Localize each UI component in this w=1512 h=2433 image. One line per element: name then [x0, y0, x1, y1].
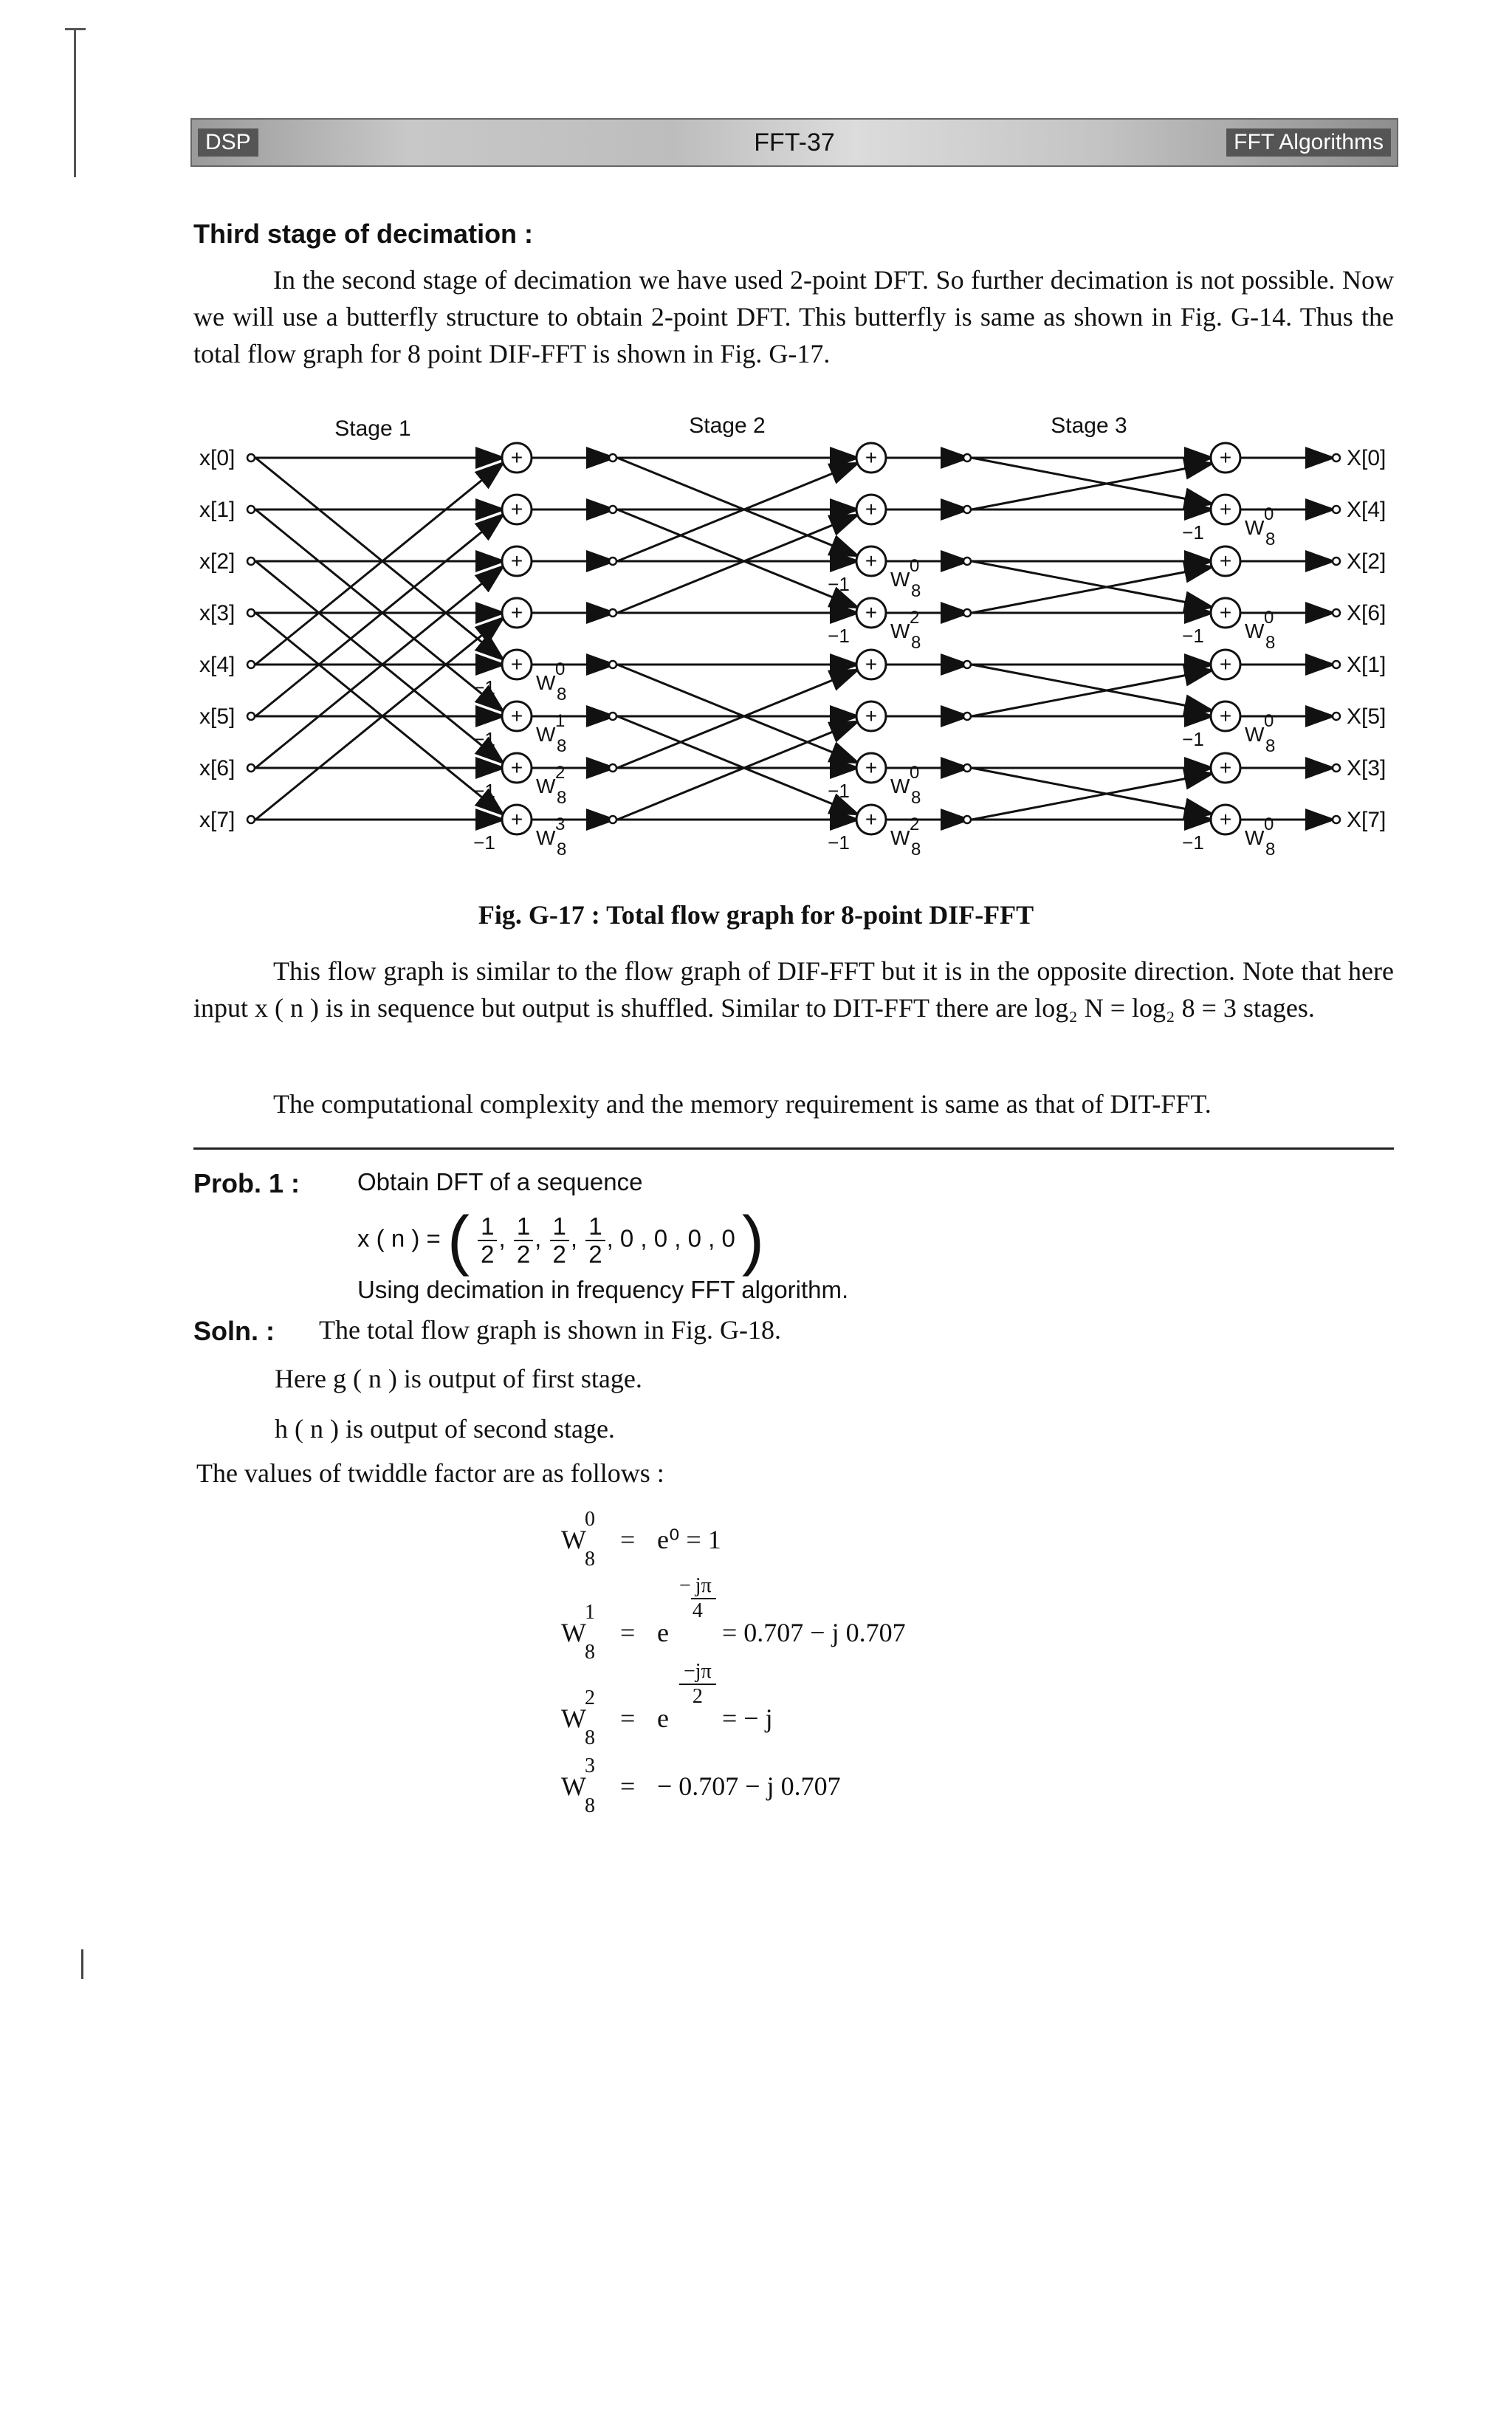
sequence-equation: x ( n ) = ( $\frac{1}{2}$ , $\frac{1}{2}$ , $\frac{1}{2}$ , $\frac{1}{2}$ , 0 , 0 , 0 , 0 )	[357, 1204, 764, 1277]
svg-text:8: 8	[557, 736, 567, 756]
twiddle-factor	[890, 608, 921, 653]
svg-text:+: +	[865, 549, 878, 572]
input-label: x[2]	[199, 549, 236, 574]
cross-branch	[617, 722, 856, 820]
input-label: x[6]	[199, 756, 236, 780]
twiddle-factor	[1245, 814, 1275, 859]
svg-text:+: +	[510, 808, 523, 831]
cross-branch	[255, 458, 502, 659]
twiddle-symbol: W 1 8	[561, 1601, 595, 1664]
input-node	[247, 609, 255, 617]
input-node	[247, 557, 255, 565]
adder-node	[1211, 650, 1240, 679]
svg-text:+: +	[510, 704, 523, 727]
mid-node	[963, 764, 971, 772]
dif-fft-flow-graph	[177, 406, 1432, 886]
svg-text:W: W	[1245, 516, 1265, 539]
svg-text:+: +	[865, 808, 878, 831]
svg-text:2: 2	[555, 763, 566, 783]
adder-node	[502, 598, 532, 628]
adder-node	[856, 443, 886, 473]
svg-text:8: 8	[557, 684, 567, 704]
cross-branch	[617, 464, 856, 561]
cross-branch	[255, 619, 502, 820]
svg-text:+: +	[1219, 549, 1232, 572]
left-paren: (	[447, 1204, 470, 1277]
svg-text:+: +	[1219, 601, 1232, 624]
svg-text:8: 8	[911, 633, 921, 653]
svg-text:+: +	[865, 756, 878, 779]
mid-node	[963, 661, 971, 668]
svg-text:W: W	[536, 723, 556, 746]
mid-node	[963, 609, 971, 617]
adder-node	[856, 701, 886, 731]
svg-text:W: W	[890, 568, 910, 591]
cross-branch	[972, 561, 1211, 607]
stage-label: Stage 1	[334, 416, 411, 441]
twiddle-factor	[536, 659, 566, 704]
header-right-label: FFT Algorithms	[1226, 128, 1391, 157]
svg-text:0: 0	[1264, 504, 1274, 524]
cross-branch	[972, 665, 1211, 710]
adder-node	[1211, 805, 1240, 834]
svg-text:3: 3	[555, 814, 566, 834]
output-label: X[5]	[1347, 704, 1386, 729]
mid-node	[963, 816, 971, 823]
twiddle-factor	[536, 814, 566, 859]
problem-text: Obtain DFT of a sequence	[357, 1168, 643, 1195]
solution-line-2: h ( n ) is output of second stage.	[275, 1414, 615, 1444]
cross-branch	[617, 665, 856, 762]
svg-text:0: 0	[910, 763, 920, 783]
solution-line-1: Here g ( n ) is output of first stage.	[275, 1364, 642, 1393]
twiddle-value: $\frac{-j\pi}{2}$ e = − j	[657, 1660, 773, 1733]
svg-text:+: +	[1219, 808, 1232, 831]
twiddle-value: e⁰ = 1	[657, 1525, 721, 1554]
svg-text:8: 8	[557, 840, 567, 859]
adder-node	[1211, 598, 1240, 628]
solution-label: Soln. :	[193, 1316, 275, 1346]
svg-text:W: W	[536, 826, 556, 849]
svg-text:+: +	[865, 446, 878, 469]
twiddle-factor	[536, 711, 566, 756]
svg-text:W: W	[1245, 826, 1265, 849]
output-label: X[0]	[1347, 446, 1386, 470]
mid-node	[609, 454, 616, 461]
input-label: x[5]	[199, 704, 236, 729]
adder-node	[1211, 443, 1240, 473]
minus-one-label: −1	[828, 831, 850, 854]
figure-caption: Fig. G-17 : Total flow graph for 8-point DIF-FFT	[478, 900, 1034, 930]
svg-text:8: 8	[1265, 529, 1276, 549]
svg-text:+: +	[1219, 756, 1232, 779]
output-label: X[7]	[1347, 808, 1386, 832]
output-node	[1333, 506, 1340, 513]
exponent-fraction: $\frac{-j\pi}{2}$	[679, 1660, 716, 1709]
svg-text:+: +	[510, 601, 523, 624]
twiddle-symbol: W 2 8	[561, 1686, 595, 1749]
mid-node	[609, 661, 616, 668]
mid-node	[609, 764, 616, 772]
cross-branch	[972, 768, 1211, 814]
stage-label: Stage 2	[689, 413, 766, 438]
problem-using-text: Using decimation in frequency FFT algorithm.	[357, 1276, 849, 1303]
twiddle-factor	[1245, 711, 1275, 756]
stage-label: Stage 3	[1051, 413, 1127, 438]
output-node	[1333, 713, 1340, 720]
solution-line-3: The values of twiddle factor are as follows :	[196, 1458, 664, 1488]
section-heading: Third stage of decimation :	[193, 219, 534, 249]
svg-text:+: +	[1219, 446, 1232, 469]
svg-text:+: +	[865, 653, 878, 676]
input-label: x[3]	[199, 601, 236, 625]
twiddle-factor	[890, 556, 921, 601]
minus-one-label: −1	[1182, 728, 1204, 750]
output-label: X[2]	[1347, 549, 1386, 574]
adder-node	[502, 805, 532, 834]
mid-node	[609, 557, 616, 565]
svg-text:1: 1	[555, 711, 566, 731]
svg-text:+: +	[865, 601, 878, 624]
cross-branch	[255, 464, 502, 665]
input-label: x[0]	[199, 446, 236, 470]
svg-text:8: 8	[557, 788, 567, 808]
svg-text:8: 8	[1265, 840, 1276, 859]
svg-text:W: W	[536, 775, 556, 797]
input-node	[247, 764, 255, 772]
svg-text:0: 0	[1264, 814, 1274, 834]
cross-branch	[617, 509, 856, 607]
minus-one-label: −1	[828, 573, 850, 595]
minus-one-label: −1	[1182, 521, 1204, 543]
svg-text:+: +	[510, 446, 523, 469]
twiddle-symbol: W 0 8	[561, 1508, 595, 1571]
svg-text:W: W	[890, 775, 910, 797]
minus-one-label: −1	[473, 676, 495, 699]
page-header	[190, 118, 1398, 167]
page-number: FFT-37	[754, 128, 835, 157]
svg-text:W: W	[536, 671, 556, 694]
minus-one-label: −1	[828, 780, 850, 802]
twiddle-factor	[1245, 504, 1275, 549]
output-node	[1333, 454, 1340, 461]
mid-node	[609, 506, 616, 513]
svg-text:2: 2	[910, 814, 920, 834]
cross-branch	[255, 567, 502, 768]
twiddle-symbol: W 3 8	[561, 1754, 595, 1817]
cross-branch	[617, 716, 856, 814]
cross-branch	[255, 509, 502, 710]
twiddle-factor	[890, 763, 921, 808]
twiddle-factor	[1245, 608, 1275, 653]
input-node	[247, 713, 255, 720]
svg-text:8: 8	[1265, 736, 1276, 756]
cross-branch	[617, 670, 856, 768]
adder-node	[502, 753, 532, 783]
twiddle-factor	[890, 814, 921, 859]
adder-node	[1211, 701, 1240, 731]
adder-node	[856, 753, 886, 783]
margin-mark	[81, 1949, 98, 1979]
twiddle-factor	[536, 763, 566, 808]
svg-text:+: +	[1219, 704, 1232, 727]
cross-branch	[255, 561, 502, 762]
svg-text:2: 2	[910, 608, 920, 628]
input-node	[247, 661, 255, 668]
equation-lhs: x ( n ) =	[357, 1224, 441, 1252]
svg-text:+: +	[1219, 498, 1232, 521]
adder-node	[1211, 546, 1240, 576]
body-paragraph-2: This flow graph is similar to the flow graph of DIF-FFT but it is in the opposite direction. Note that here input x ( n ) is in sequence but output is shuffled. Similar to DIT-FFT there are log₂ N = log₂ 8 = 3 stages.	[193, 956, 1394, 1023]
output-label: X[6]	[1347, 601, 1386, 625]
adder-node	[856, 805, 886, 834]
minus-one-label: −1	[828, 625, 850, 647]
minus-one-label: −1	[1182, 625, 1204, 647]
output-node	[1333, 661, 1340, 668]
adder-node	[856, 546, 886, 576]
svg-text:W: W	[890, 620, 910, 642]
input-node	[247, 454, 255, 461]
adder-node	[856, 650, 886, 679]
adder-node	[856, 598, 886, 628]
svg-text:+: +	[510, 549, 523, 572]
fraction: $\frac{1}{2}$	[514, 1213, 533, 1268]
mid-node	[963, 454, 971, 461]
fraction: $\frac{1}{2}$	[585, 1213, 605, 1268]
svg-text:0: 0	[555, 659, 566, 679]
svg-text:+: +	[510, 498, 523, 521]
minus-one-label: −1	[473, 831, 495, 854]
svg-text:W: W	[1245, 723, 1265, 746]
output-node	[1333, 609, 1340, 617]
minus-one-label: −1	[473, 780, 495, 802]
svg-text:+: +	[510, 756, 523, 779]
twiddle-value: − 0.707 − j 0.707	[657, 1771, 841, 1801]
minus-one-label: −1	[473, 728, 495, 750]
problem-label: Prob. 1 :	[193, 1168, 300, 1198]
fraction: $\frac{1}{2}$	[478, 1213, 497, 1268]
output-label: X[1]	[1347, 653, 1386, 677]
output-node	[1333, 764, 1340, 772]
output-label: X[4]	[1347, 498, 1386, 522]
input-label: x[1]	[199, 498, 236, 522]
cross-branch	[617, 515, 856, 613]
svg-text:0: 0	[1264, 711, 1274, 731]
fraction: $\frac{1}{2}$	[550, 1213, 569, 1268]
svg-text:W: W	[890, 826, 910, 849]
sequence-zeros: , 0 , 0 , 0 , 0	[606, 1224, 735, 1252]
mid-node	[609, 609, 616, 617]
minus-one-label: −1	[1182, 831, 1204, 854]
input-label: x[7]	[199, 808, 236, 832]
adder-node	[502, 443, 532, 473]
svg-text:0: 0	[1264, 608, 1274, 628]
solution-text: The total flow graph is shown in Fig. G-18.	[319, 1315, 781, 1345]
section-rule	[193, 1147, 1394, 1150]
cross-branch	[972, 458, 1211, 504]
svg-text:8: 8	[1265, 633, 1276, 653]
cross-branch	[972, 567, 1211, 613]
header-left-label: DSP	[198, 128, 258, 157]
exponent-fraction: − jπ 4	[679, 1574, 716, 1623]
adder-node	[1211, 753, 1240, 783]
cross-branch	[972, 774, 1211, 820]
mid-node	[609, 713, 616, 720]
cross-branch	[972, 670, 1211, 716]
cross-branch	[255, 515, 502, 716]
output-label: X[3]	[1347, 756, 1386, 780]
svg-text:W: W	[1245, 620, 1265, 642]
right-paren: )	[742, 1204, 764, 1277]
intro-paragraph: In the second stage of decimation we have used 2-point DFT. So further decimation is not possible. Now we will use a butterfly structure to obtain 2-point DFT. This butterfly is same as shown in Fig. G-14. Thus the total flow graph for 8 point DIF-FFT is shown in Fig. G-17.	[193, 265, 1394, 368]
output-node	[1333, 557, 1340, 565]
adder-node	[502, 701, 532, 731]
input-label: x[4]	[199, 653, 236, 677]
svg-text:+: +	[1219, 653, 1232, 676]
adder-node	[1211, 495, 1240, 524]
cross-branch	[255, 613, 502, 814]
svg-text:8: 8	[911, 788, 921, 808]
svg-text:8: 8	[911, 581, 921, 601]
svg-text:+: +	[510, 653, 523, 676]
adder-node	[502, 650, 532, 679]
adder-node	[502, 546, 532, 576]
twiddle-value: − jπ 4 e = 0.707 − j 0.707	[657, 1574, 906, 1647]
mid-node	[963, 506, 971, 513]
svg-text:+: +	[865, 704, 878, 727]
adder-node	[856, 495, 886, 524]
cross-branch	[972, 464, 1211, 509]
body-paragraph-3: The computational complexity and the memory requirement is same as that of DIT-FFT.	[273, 1089, 1212, 1119]
cross-branch	[617, 458, 856, 555]
input-node	[247, 816, 255, 823]
margin-line	[74, 30, 76, 177]
mid-node	[963, 713, 971, 720]
output-node	[1333, 816, 1340, 823]
svg-text:+: +	[865, 498, 878, 521]
input-node	[247, 506, 255, 513]
mid-node	[609, 816, 616, 823]
adder-node	[502, 495, 532, 524]
svg-text:8: 8	[911, 840, 921, 859]
svg-text:0: 0	[910, 556, 920, 576]
mid-node	[963, 557, 971, 565]
